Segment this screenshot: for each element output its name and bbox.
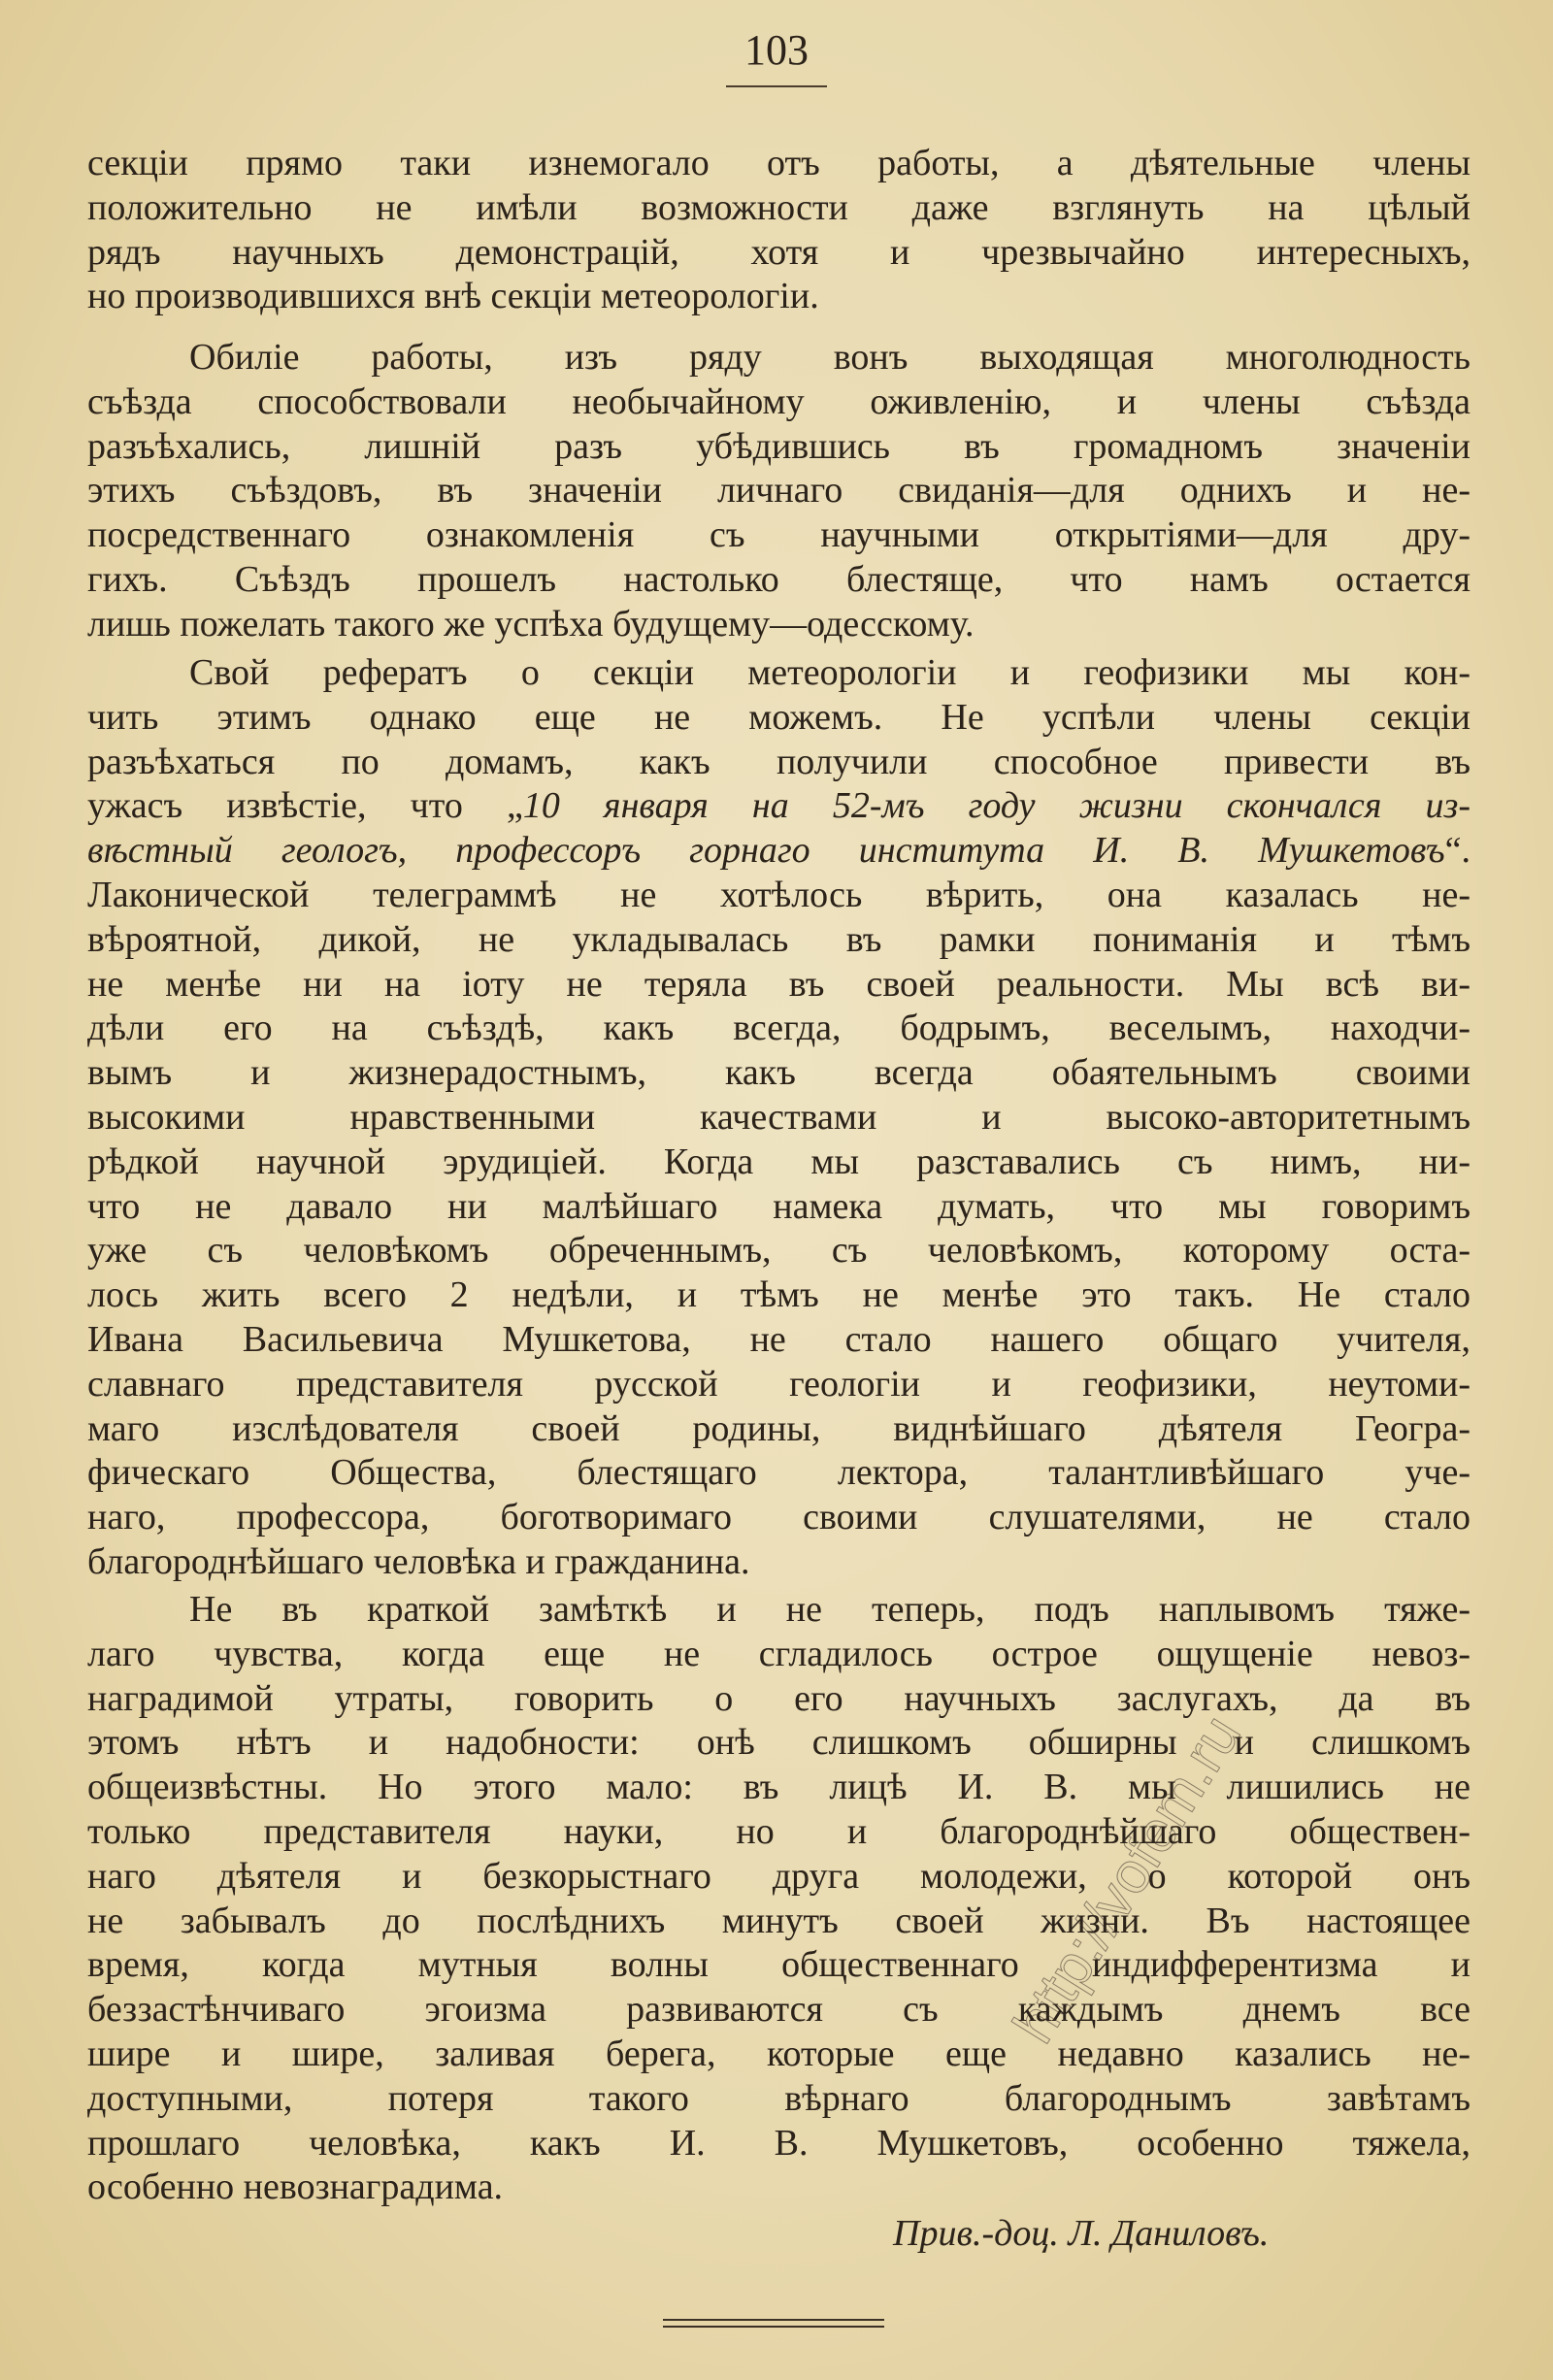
text-line <box>87 142 1470 186</box>
text-segment: доступными, потеря такого вѣрнаго благороднымъ завѣтамъ <box>87 2077 1470 2119</box>
text-line <box>87 2122 1470 2166</box>
text-segment: беззастѣнчиваго эгоизма развиваются съ каждымъ днемъ все <box>87 1989 1470 2031</box>
text-line <box>87 829 1470 874</box>
text-line <box>87 1588 1470 1633</box>
text-line <box>87 275 1470 319</box>
text-segment: этомъ нѣтъ и надобности: онѣ слишкомъ обширны и слишкомъ <box>87 1722 1470 1764</box>
text-segment: что не давало ни малѣйшаго намека думать, что мы говоримъ <box>87 1185 1470 1227</box>
text-line <box>87 2033 1470 2077</box>
text-line <box>87 1766 1470 1810</box>
text-segment: рѣдкой научной эрудиціей. Когда мы разставались съ нимъ, ни- <box>87 1140 1470 1182</box>
text-line <box>87 963 1470 1008</box>
text-segment: не забывалъ до послѣднихъ минутъ своей жизни. Въ настоящее <box>87 1900 1470 1941</box>
text-line <box>87 1900 1470 1944</box>
text-segment: но производившихся внѣ секціи метеорологіи. <box>87 276 819 317</box>
text-segment: Ивана Васильевича Мушкетова, не стало нашего общаго учителя, <box>87 1318 1470 1360</box>
text-segment: лишь пожелать такого же успѣха будущему—одесскому. <box>87 603 975 645</box>
text-line <box>87 1988 1470 2033</box>
text-line <box>87 741 1470 785</box>
text-segment: вымъ и жизнерадостнымъ, какъ всегда обаятельнымъ своими <box>87 1052 1470 1094</box>
text-segment: только представителя науки, но и благороднѣйшаго обществен- <box>87 1810 1470 1852</box>
text-segment: благороднѣйшаго человѣка и гражданина. <box>87 1540 750 1582</box>
italic-quote-text: вѣстный геологъ, профессоръ горнаго института И. В. Мушкетовъ <box>87 830 1445 872</box>
paragraph-1 <box>87 142 1470 319</box>
text-line <box>87 1540 1470 1585</box>
text-segment: Не въ краткой замѣткѣ и не теперь, подъ наплывомъ тяже- <box>189 1589 1470 1630</box>
text-segment: ужасъ извѣстіе, что „ <box>87 785 523 827</box>
text-line <box>87 1007 1470 1051</box>
text-line <box>87 231 1470 276</box>
text-segment: “. <box>1444 830 1470 872</box>
text-line <box>87 603 1470 647</box>
text-segment: этихъ съѣздовъ, въ значеніи личнаго свиданія—для однихъ и не- <box>87 470 1470 512</box>
text-line <box>87 469 1470 513</box>
text-segment: время, когда мутныя волны общественнаго индифферентизма и <box>87 1944 1470 1986</box>
text-line <box>87 918 1470 963</box>
text-segment: вѣроятной, дикой, не укладывалась въ рамки пониманія и тѣмъ <box>87 918 1470 960</box>
text-segment: чить этимъ однако еще не можемъ. Не успѣли члены секціи <box>87 696 1470 738</box>
text-segment: Обиліе работы, изъ ряду вонъ выходящая многолюдность <box>189 337 1470 378</box>
page-number-underline <box>726 85 827 87</box>
page-number: 103 <box>744 26 809 74</box>
author-signature: Прив.-доц. Л. Даниловъ. <box>893 2213 1270 2254</box>
text-line <box>87 1140 1470 1185</box>
text-line <box>87 513 1470 558</box>
text-segment: особенно невознаградима. <box>87 2166 504 2208</box>
text-segment: посредственнаго ознакомленія съ научными открытіями—для дру- <box>87 514 1470 556</box>
text-line <box>87 1363 1470 1407</box>
text-segment: разъѣхаться по домамъ, какъ получили способное привести въ <box>87 741 1470 782</box>
text-segment: лаго чувства, когда еще не сгладилось острое ощущеніе невоз- <box>87 1633 1470 1674</box>
text-segment: наградимой утраты, говорить о его научныхъ заслугахъ, да въ <box>87 1677 1470 1719</box>
text-line <box>87 1407 1470 1452</box>
text-line <box>87 874 1470 918</box>
text-line <box>87 2077 1470 2122</box>
end-rule-bottom <box>663 2326 884 2328</box>
text-segment: гихъ. Съѣздъ прошелъ настолько блестяще, что намъ остается <box>87 558 1470 600</box>
text-line <box>87 1633 1470 1677</box>
text-line <box>87 1677 1470 1722</box>
text-line <box>87 696 1470 741</box>
text-segment: прошлаго человѣка, какъ И. В. Мушкетовъ, особенно тяжела, <box>87 2122 1470 2164</box>
text-segment: наго дѣятеля и безкорыстнаго друга молодежи, о которой онъ <box>87 1855 1470 1897</box>
paragraph-3 <box>87 651 1470 1585</box>
text-line <box>87 1943 1470 1988</box>
text-line <box>87 1229 1470 1273</box>
text-segment: фическаго Общества, блестящаго лектора, талантливѣйшаго уче- <box>87 1452 1470 1494</box>
text-line <box>87 1273 1470 1318</box>
text-segment: высокими нравственными качествами и высоко-авторитетнымъ <box>87 1096 1470 1138</box>
text-line <box>87 380 1470 425</box>
text-segment: положительно не имѣли возможности даже взглянуть на цѣлый <box>87 186 1470 228</box>
text-line <box>87 1855 1470 1900</box>
text-segment: шире и шире, заливая берега, которые еще недавно казались не- <box>87 2033 1470 2074</box>
text-line <box>87 1496 1470 1540</box>
text-line <box>87 1810 1470 1855</box>
text-line <box>87 1096 1470 1140</box>
italic-quote-text: 10 января на 52-мъ году жизни скончался из- <box>522 785 1470 827</box>
text-segment: секціи прямо таки изнемогало отъ работы, а дѣятельные члены <box>87 143 1470 183</box>
text-segment: маго изслѣдователя своей родины, виднѣйшаго дѣятеля Геогра- <box>87 1407 1470 1449</box>
text-line <box>87 186 1470 231</box>
text-segment: съѣзда способствовали необычайному оживленію, и члены съѣзда <box>87 380 1470 422</box>
text-line <box>87 1318 1470 1363</box>
text-line <box>87 784 1470 829</box>
text-line <box>87 425 1470 470</box>
watermark: http://vofem.ru <box>1000 1703 1253 2055</box>
text-segment: дѣли его на съѣздѣ, какъ всегда, бодрымъ, веселымъ, находчи- <box>87 1008 1470 1049</box>
text-segment: славнаго представителя русской геологіи и геофизики, неутоми- <box>87 1363 1470 1405</box>
text-segment: Свой рефератъ о секціи метеорологіи и геофизики мы кон- <box>189 652 1470 693</box>
text-segment: рядъ научныхъ демонстрацій, хотя и чрезвычайно интересныхъ, <box>87 231 1470 273</box>
text-segment: наго, профессора, боготворимаго своими слушателями, не стало <box>87 1497 1470 1538</box>
text-line <box>87 1721 1470 1766</box>
text-line <box>87 651 1470 696</box>
paragraph-2 <box>87 336 1470 647</box>
text-line <box>87 2165 1470 2210</box>
text-line <box>87 558 1470 603</box>
text-line <box>87 336 1470 380</box>
paragraph-4 <box>87 1588 1470 2210</box>
text-segment: уже съ человѣкомъ обреченнымъ, съ человѣкомъ, которому оста- <box>87 1230 1470 1272</box>
text-segment: лось жить всего 2 недѣли, и тѣмъ не менѣе это такъ. Не стало <box>87 1274 1470 1316</box>
text-segment: общеизвѣстны. Но этого мало: въ лицѣ И. В. мы лишились не <box>87 1767 1470 1808</box>
text-segment: не менѣе ни на іоту не теряла въ своей реальности. Мы всѣ ви- <box>87 963 1470 1005</box>
text-segment: Лаконической телеграммѣ не хотѣлось вѣрить, она казалась не- <box>87 874 1470 915</box>
end-rule-top <box>663 2319 884 2321</box>
text-segment: разъѣхались, лишній разъ убѣдившись въ громадномъ значеніи <box>87 425 1470 467</box>
text-line <box>87 1051 1470 1096</box>
text-line <box>87 1451 1470 1496</box>
text-line <box>87 1185 1470 1230</box>
